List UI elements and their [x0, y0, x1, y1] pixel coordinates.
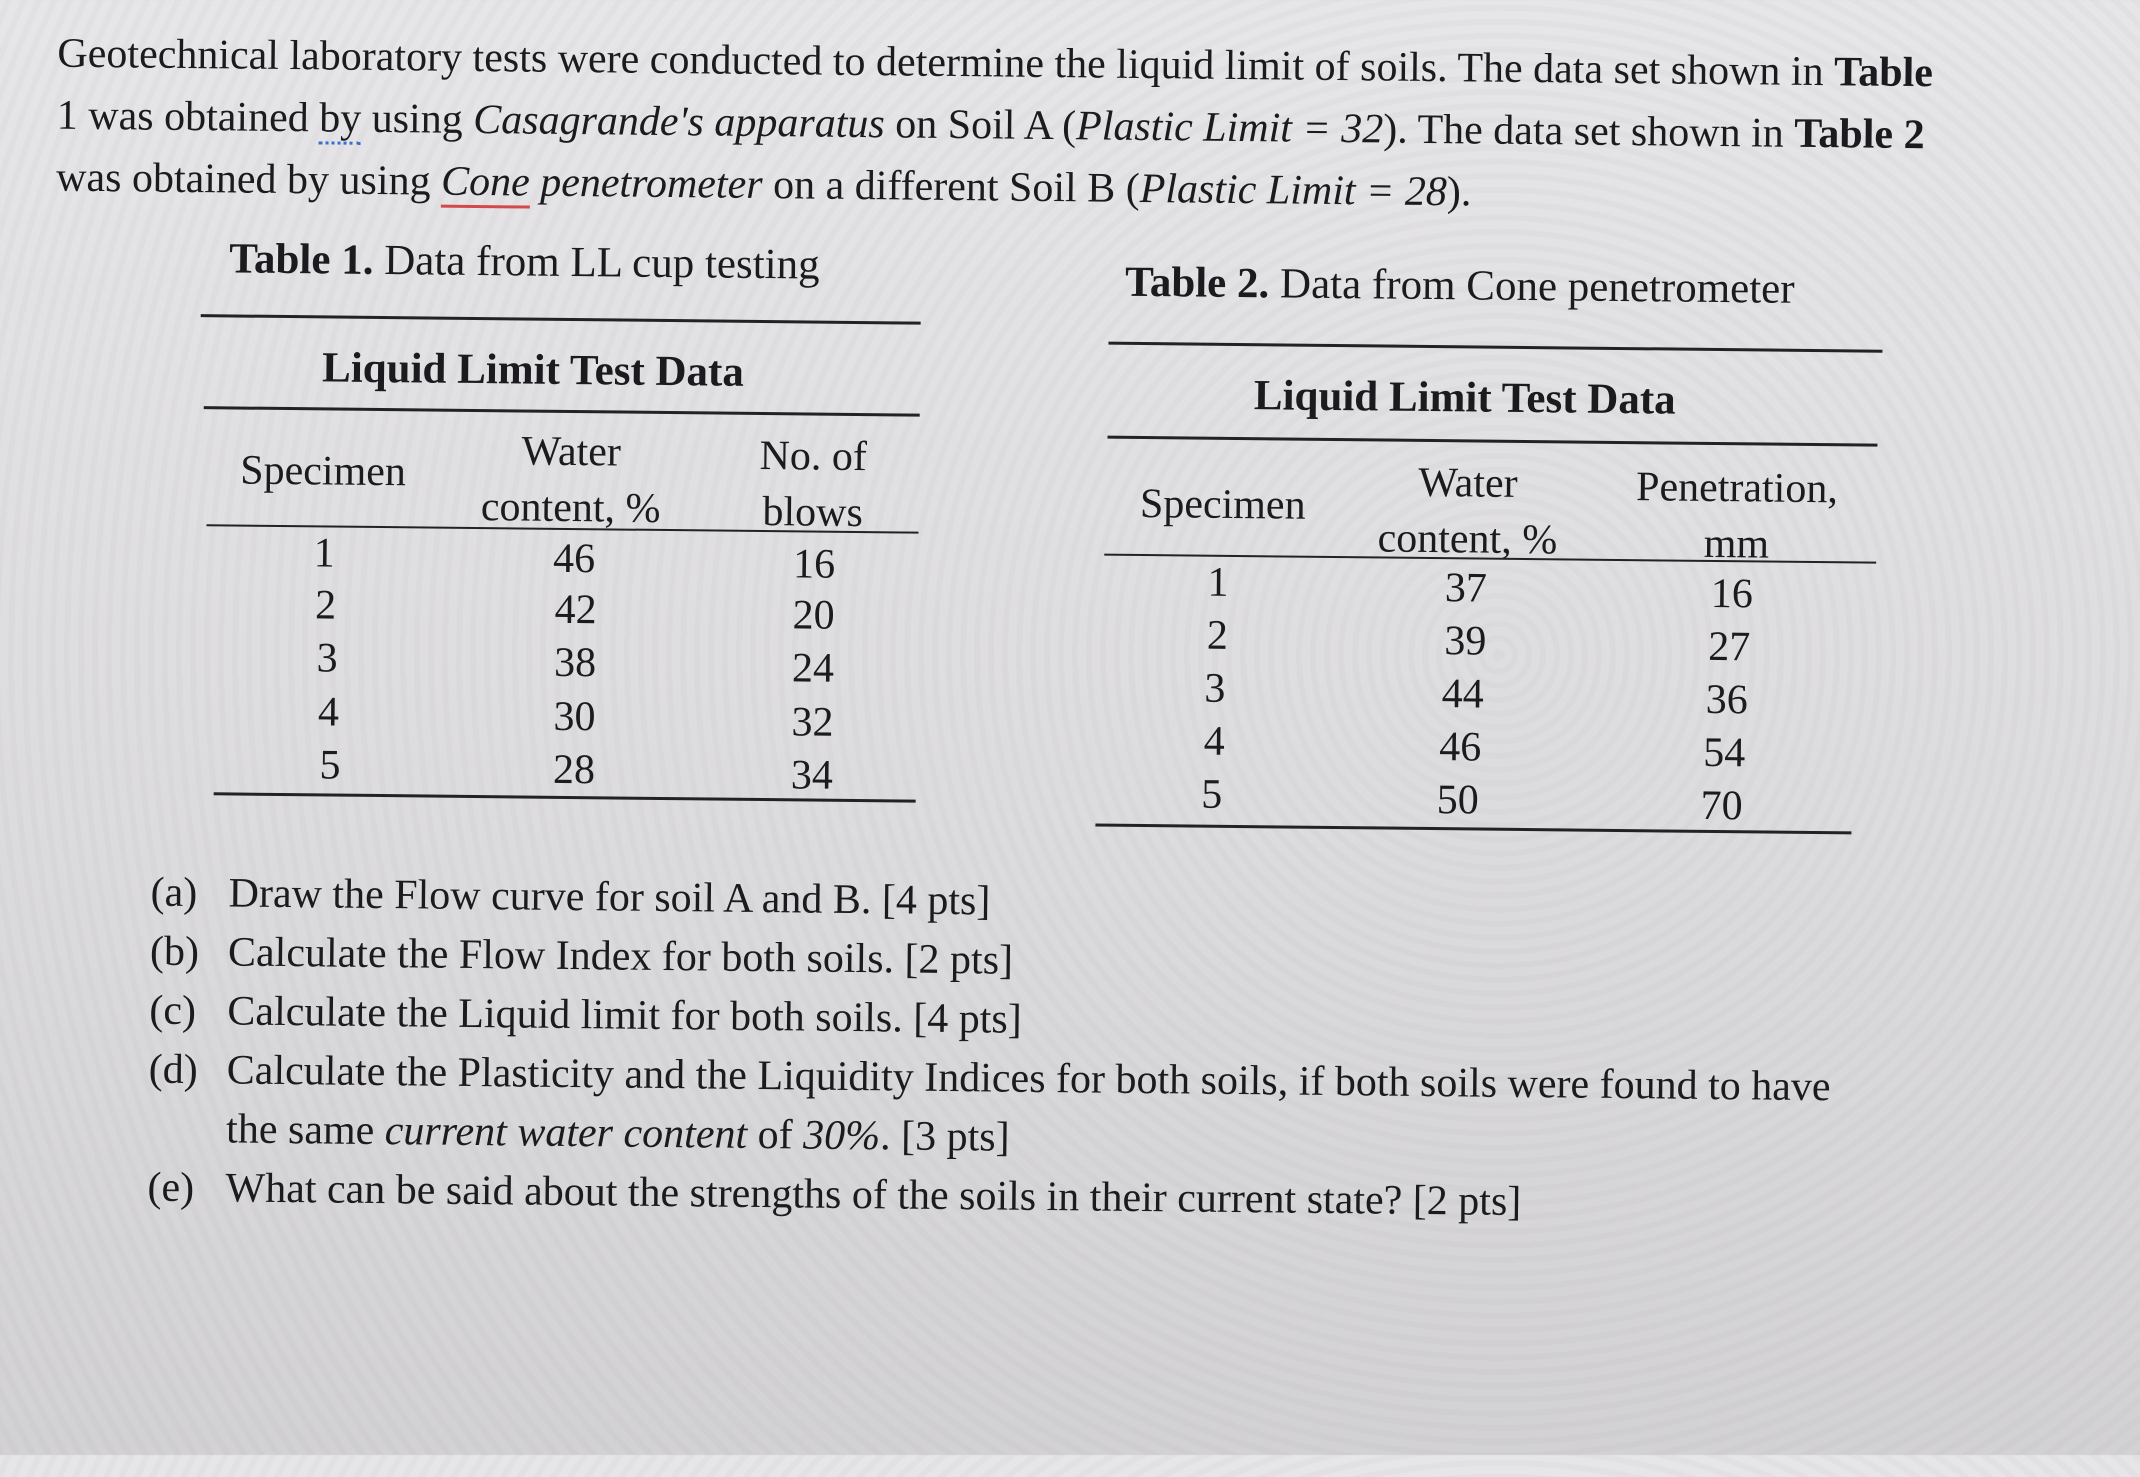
table-rule-top	[201, 314, 921, 325]
table-rule	[1107, 436, 1877, 447]
table-cell: 32	[791, 699, 834, 746]
table-cell: 3	[316, 635, 338, 682]
question-text: the same	[225, 1106, 386, 1155]
table-cell: 16	[1710, 570, 1754, 618]
table-2-title: Liquid Limit Test Data	[1253, 372, 1676, 424]
table-cell: 24	[791, 645, 835, 692]
question-text: . [3 pts]	[879, 1113, 1010, 1161]
header-water-line1: Water	[521, 428, 622, 476]
intro-text: ).	[1446, 169, 1472, 216]
question-label: (c)	[149, 987, 197, 1035]
header-water-line2: content, %	[1377, 515, 1558, 564]
table-rule	[204, 406, 920, 416]
table-cell: 3	[1204, 665, 1226, 712]
table-cell: 37	[1444, 565, 1488, 612]
question-text-block	[226, 1041, 2049, 1178]
table-cell: 50	[1436, 777, 1479, 824]
header-specimen: Specimen	[240, 447, 407, 496]
header-blows-line1: No. of	[759, 432, 868, 481]
question-text: Draw the Flow curve for soil A and B. [4 pts]	[228, 870, 991, 925]
header-penetration-line1: Penetration,	[1635, 464, 1839, 513]
table-cell: 39	[1444, 618, 1487, 665]
question-text: Calculate the Plasticity and the Liquidity Indices for both soils, if both soils were found to have	[226, 1047, 1831, 1111]
table-cell: 2	[314, 582, 337, 629]
table-cell: 5	[1201, 771, 1223, 818]
table-cell: 28	[552, 746, 596, 794]
table-cell: 46	[552, 535, 596, 583]
table-cell: 1	[313, 530, 335, 577]
caption-label: Table 2.	[1124, 258, 1270, 308]
intro-text: 1 was obtained	[56, 92, 320, 142]
question-label: (e)	[147, 1164, 195, 1212]
table-cell: 44	[1441, 671, 1485, 718]
emphasis-text: current water content	[384, 1108, 748, 1158]
question-label: (b)	[149, 928, 200, 976]
table-1-caption	[229, 234, 820, 289]
plastic-limit-a: Plastic Limit = 32	[1075, 103, 1384, 153]
header-penetration-line2: mm	[1703, 520, 1770, 568]
table-cell: 70	[1700, 782, 1743, 830]
table-rule-top	[1108, 342, 1882, 353]
table-cell: 20	[792, 592, 835, 639]
table-cell: 54	[1702, 729, 1746, 777]
table-cell: 2	[1206, 612, 1229, 659]
table-ref: Table	[1833, 49, 1934, 97]
table-cell: 34	[790, 752, 834, 799]
table-cell: 46	[1439, 724, 1482, 771]
table-cell: 27	[1708, 623, 1751, 671]
intro-text: using	[360, 95, 474, 143]
header-specimen: Specimen	[1139, 480, 1306, 529]
caption-text: Data from Cone penetrometer	[1269, 260, 1795, 313]
caption-text: Data from LL cup testing	[373, 236, 820, 289]
question-d	[148, 1041, 2049, 1179]
header-water-line1: Water	[1418, 459, 1518, 507]
intro-text: on a different Soil B (	[762, 161, 1140, 212]
table-cell: 4	[317, 689, 340, 736]
table-cell: 5	[319, 742, 341, 789]
plastic-limit-b: Plastic Limit = 28	[1139, 165, 1448, 216]
table-cell: 1	[1207, 559, 1229, 606]
emphasis-text: 30%	[802, 1112, 881, 1160]
caption-label: Table 1.	[229, 235, 374, 284]
header-blows-line2: blows	[762, 489, 864, 537]
table-cell: 36	[1705, 676, 1749, 724]
header-water-line2: content, %	[480, 484, 661, 532]
table-cell: 4	[1203, 718, 1226, 765]
table-cell: 16	[792, 541, 836, 588]
spellcheck-word: by	[319, 95, 362, 144]
table-1-title: Liquid Limit Test Data	[321, 344, 745, 396]
table-cell: 38	[553, 639, 597, 687]
table-cell: 30	[553, 693, 596, 741]
table-ref: Table 2	[1794, 110, 1925, 159]
spellcheck-word: Cone	[441, 159, 530, 209]
question-text: Calculate the Flow Index for both soils. [2 pts]	[227, 929, 1014, 984]
table-2-caption	[1125, 258, 1795, 314]
question-list	[147, 864, 2051, 1238]
question-label: (d)	[148, 1046, 199, 1094]
intro-text: on Soil A (	[884, 101, 1077, 150]
table-cell: 42	[554, 586, 597, 634]
question-label: (a)	[150, 869, 198, 917]
question-text: of	[746, 1111, 804, 1159]
intro-text: ). The data set shown in	[1383, 106, 1795, 157]
apparatus-name: Casagrande's apparatus	[472, 96, 885, 148]
problem-statement	[56, 23, 2088, 230]
apparatus-name: penetrometer	[529, 159, 763, 208]
intro-text: Geotechnical laboratory tests were conducted to determine the liquid limit of soils. The data set shown in	[57, 30, 1835, 96]
intro-text: was obtained by using	[55, 154, 442, 205]
question-text: Calculate the Liquid limit for both soils. [4 pts]	[227, 988, 1023, 1043]
question-text: What can be said about the strengths of the soils in their current state? [2 pts]	[225, 1165, 1522, 1225]
